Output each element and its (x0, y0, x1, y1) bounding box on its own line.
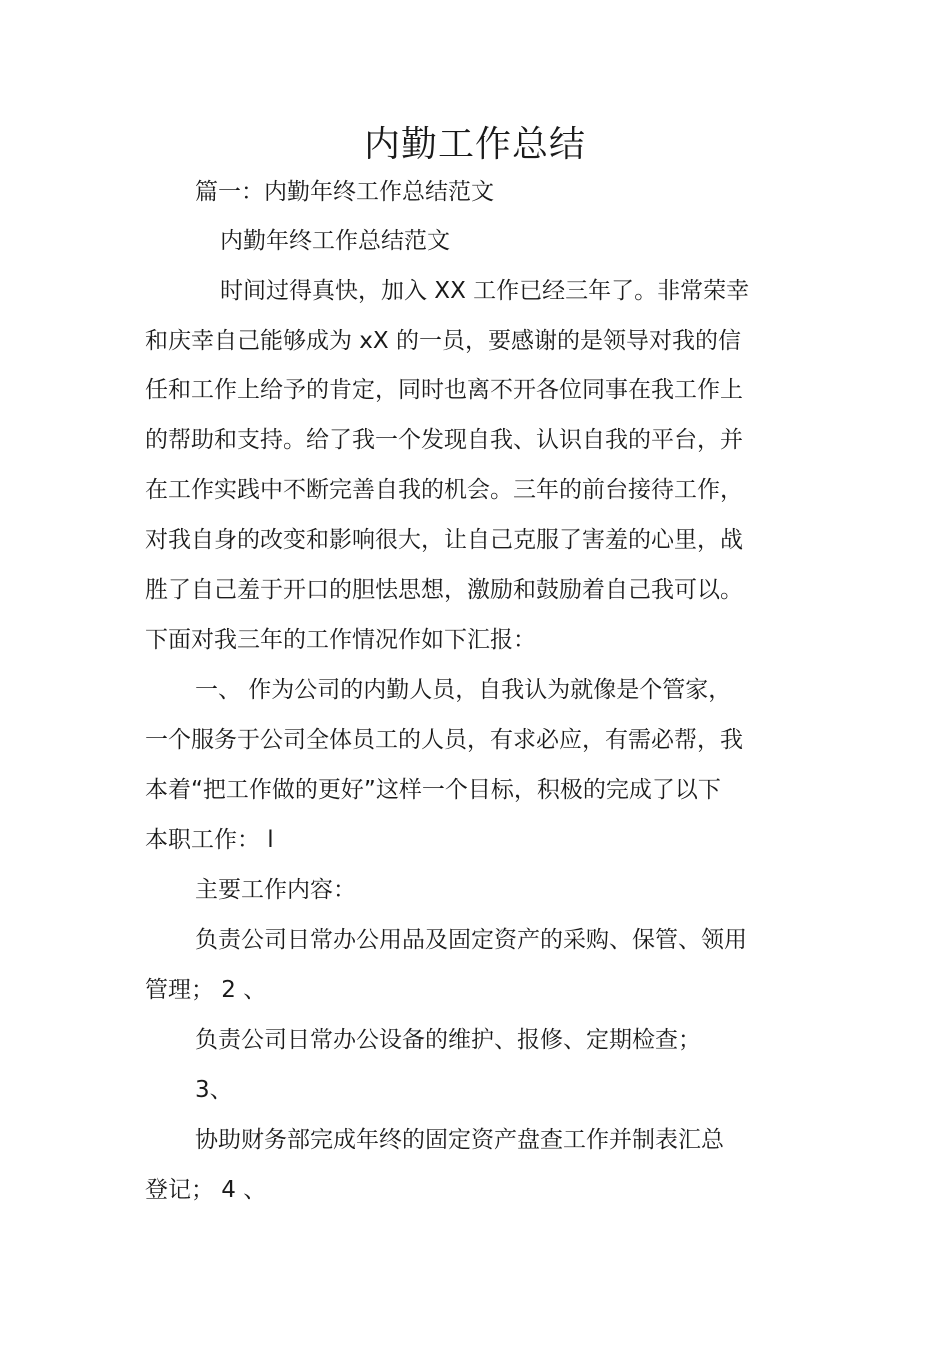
paragraph-line: 一、 作为公司的内勤人员，自我认为就像是个管家， (195, 677, 732, 703)
list-item: 协助财务部完成年终的固定资产盘查工作并制表汇总 (195, 1127, 724, 1153)
paragraph-line: 本职工作： l (145, 827, 274, 853)
list-item: 管理； 2 、 (145, 977, 267, 1003)
paragraph-line: 在工作实践中不断完善自我的机会。三年的前台接待工作， (145, 477, 743, 503)
document-title: 内勤工作总结 (363, 124, 586, 165)
section-title: 内勤年终工作总结范文 (220, 228, 450, 254)
paragraph-line: 一个服务于公司全体员工的人员，有求必应，有需必帮，我 (145, 727, 743, 753)
paragraph-line: 任和工作上给予的肯定，同时也离不开各位同事在我工作上 (145, 377, 743, 403)
list-item: 登记； 4 、 (145, 1177, 267, 1203)
paragraph-line: 对我自身的改变和影响很大，让自己克服了害羞的心里，战 (145, 527, 743, 553)
list-item: 负责公司日常办公用品及固定资产的采购、保管、领用 (195, 927, 747, 953)
paragraph-line: 本着“把工作做的更好”这样一个目标，积极的完成了以下 (145, 777, 721, 803)
paragraph-line: 的帮助和支持。给了我一个发现自我、认识自我的平台，并 (145, 427, 743, 453)
list-item: 负责公司日常办公设备的维护、报修、定期检查； (195, 1027, 701, 1053)
paragraph-line: 下面对我三年的工作情况作如下汇报： (145, 627, 536, 653)
subheading: 篇一：内勤年终工作总结范文 (195, 179, 494, 205)
paragraph-line: 时间过得真快，加入 XX 工作已经三年了。非常荣幸 (220, 278, 750, 304)
paragraph-line: 胜了自己羞于开口的胆怯思想，激励和鼓励着自己我可以。 (145, 577, 743, 603)
paragraph-line: 和庆幸自己能够成为 xX 的一员，要感谢的是领导对我的信 (145, 328, 741, 354)
list-number: 3、 (195, 1077, 233, 1103)
list-heading: 主要工作内容： (195, 877, 356, 903)
